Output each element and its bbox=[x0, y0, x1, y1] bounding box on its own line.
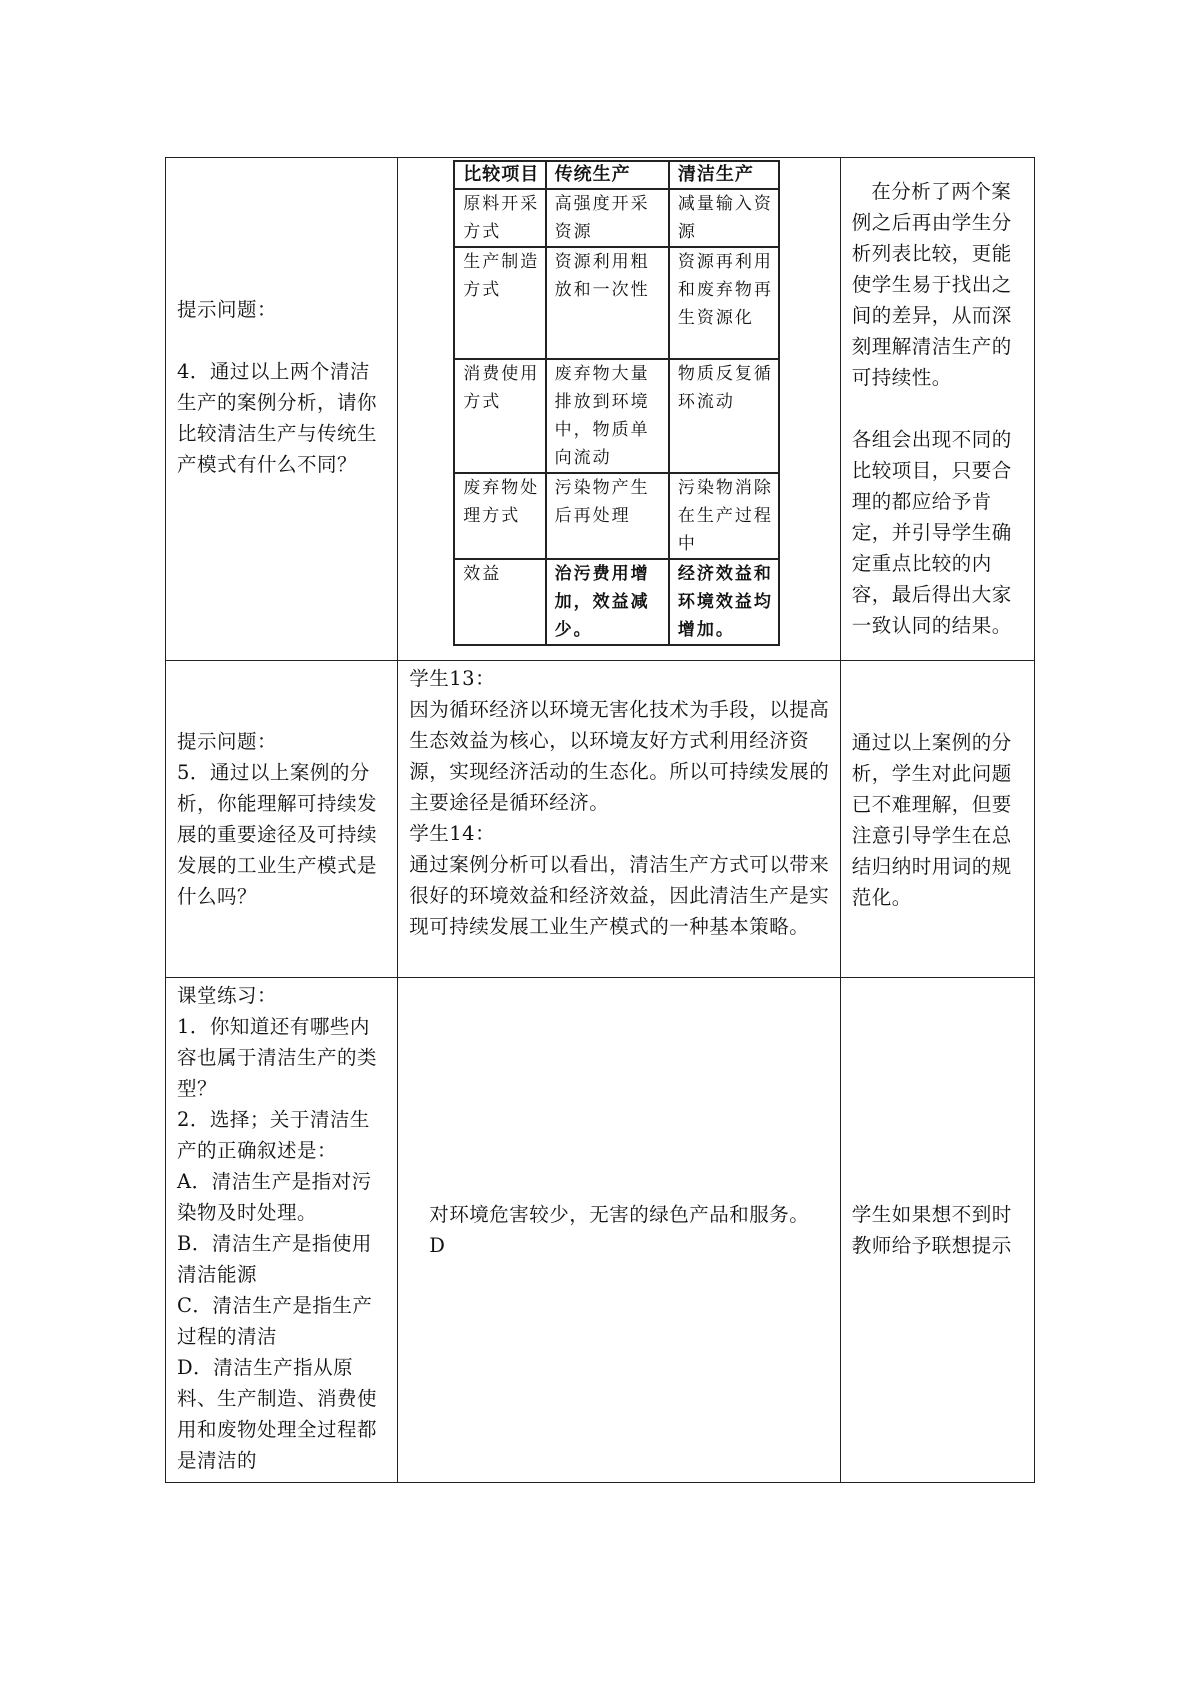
row-clean: 资源再利用和废弃物再生资源化 bbox=[669, 247, 779, 359]
header-item: 比较项目 bbox=[454, 161, 545, 189]
row1-left-cell bbox=[166, 158, 398, 661]
row3-right-note: 学生如果想不到时教师给予联想提示 bbox=[851, 1203, 1012, 1257]
exercise-question-1: 1．你知道还有哪些内容也属于清洁生产的类型？ bbox=[177, 1015, 378, 1100]
row-sustainable-development bbox=[166, 661, 1035, 978]
row-item: 废弃物处理方式 bbox=[454, 473, 545, 559]
comparison-row bbox=[454, 247, 779, 359]
row-clean: 减量输入资源 bbox=[669, 189, 779, 247]
row3-middle-cell bbox=[398, 978, 841, 1483]
option-a: A．清洁生产是指对污染物及时处理。 bbox=[177, 1170, 372, 1224]
comparison-table bbox=[453, 160, 780, 646]
student14-label: 学生14： bbox=[409, 822, 496, 845]
row1-right-note-2: 各组会出现不同的比较项目，只要合理的都应给予肯定，并引导学生确定重点比较的内容，最后得出大家一致认同的结果。 bbox=[851, 428, 1012, 637]
exercise-answer-1: 对环境危害较少，无害的绿色产品和服务。 bbox=[429, 1203, 810, 1226]
row-item: 效益 bbox=[454, 559, 545, 645]
row-clean: 污染物消除在生产过程中 bbox=[669, 473, 779, 559]
row-traditional: 资源利用粗放和一次性 bbox=[546, 247, 669, 359]
option-b: B．清洁生产是指使用清洁能源 bbox=[177, 1232, 372, 1286]
exercise-heading: 课堂练习： bbox=[177, 984, 278, 1007]
option-d: D．清洁生产指从原料、生产制造、消费使用和废物处理全过程都是清洁的 bbox=[177, 1356, 378, 1472]
comparison-row bbox=[454, 189, 779, 247]
row2-question: 5．通过以上案例的分析，你能理解可持续发展的重要途径及可持续发展的工业生产模式是什么吗？ bbox=[177, 761, 378, 908]
row-item: 消费使用方式 bbox=[454, 359, 545, 473]
header-traditional: 传统生产 bbox=[546, 161, 669, 189]
row1-right-note-1: 在分析了两个案例之后再由学生分析列表比较，更能使学生易于找出之间的差异，从而深刻理解清洁生产的可持续性。 bbox=[851, 180, 1012, 389]
row1-right-cell bbox=[840, 158, 1034, 661]
row-comparison bbox=[166, 158, 1035, 661]
exercise-answer-2: D bbox=[429, 1234, 446, 1257]
row1-heading: 提示问题： bbox=[177, 298, 278, 321]
row-traditional: 高强度开采资源 bbox=[546, 189, 669, 247]
row2-right-cell bbox=[840, 661, 1034, 978]
student13-answer: 因为循环经济以环境无害化技术为手段，以提高生态效益为核心，以环境友好方式利用经济资源，实现经济活动的生态化。所以可持续发展的主要途径是循环经济。 bbox=[409, 698, 830, 814]
row3-right-cell bbox=[840, 978, 1034, 1483]
comparison-row bbox=[454, 359, 779, 473]
row-clean: 经济效益和环境效益均增加。 bbox=[669, 559, 779, 645]
row2-right-note: 通过以上案例的分析，学生对此问题已不难理解，但要注意引导学生在总结归纳时用词的规范化。 bbox=[851, 731, 1012, 909]
row-item: 生产制造方式 bbox=[454, 247, 545, 359]
option-c: C．清洁生产是指生产过程的清洁 bbox=[177, 1294, 373, 1348]
row1-question: 4．通过以上两个清洁生产的案例分析，请你比较清洁生产与传统生产模式有什么不同？ bbox=[177, 360, 378, 476]
row-classroom-exercise bbox=[166, 978, 1035, 1483]
row3-left-cell bbox=[166, 978, 398, 1483]
comparison-row bbox=[454, 473, 779, 559]
exercise-question-2: 2．选择；关于清洁生产的正确叙述是： bbox=[177, 1108, 370, 1162]
student14-answer: 通过案例分析可以看出，清洁生产方式可以带来很好的环境效益和经济效益，因此清洁生产是实现可持续发展工业生产模式的一种基本策略。 bbox=[409, 853, 830, 938]
row2-left-cell bbox=[166, 661, 398, 978]
comparison-row bbox=[454, 559, 779, 645]
row2-middle-cell bbox=[398, 661, 841, 978]
row-item: 原料开采方式 bbox=[454, 189, 545, 247]
row-traditional: 废弃物大量排放到环境中，物质单向流动 bbox=[546, 359, 669, 473]
lesson-plan-table bbox=[165, 157, 1035, 1483]
row-clean: 物质反复循环流动 bbox=[669, 359, 779, 473]
row-traditional: 污染物产生后再处理 bbox=[546, 473, 669, 559]
row2-heading: 提示问题： bbox=[177, 730, 278, 753]
comparison-header-row bbox=[454, 161, 779, 189]
header-clean: 清洁生产 bbox=[669, 161, 779, 189]
row1-middle-cell bbox=[398, 158, 841, 661]
row-traditional: 治污费用增加，效益减少。 bbox=[546, 559, 669, 645]
student13-label: 学生13： bbox=[409, 667, 496, 690]
